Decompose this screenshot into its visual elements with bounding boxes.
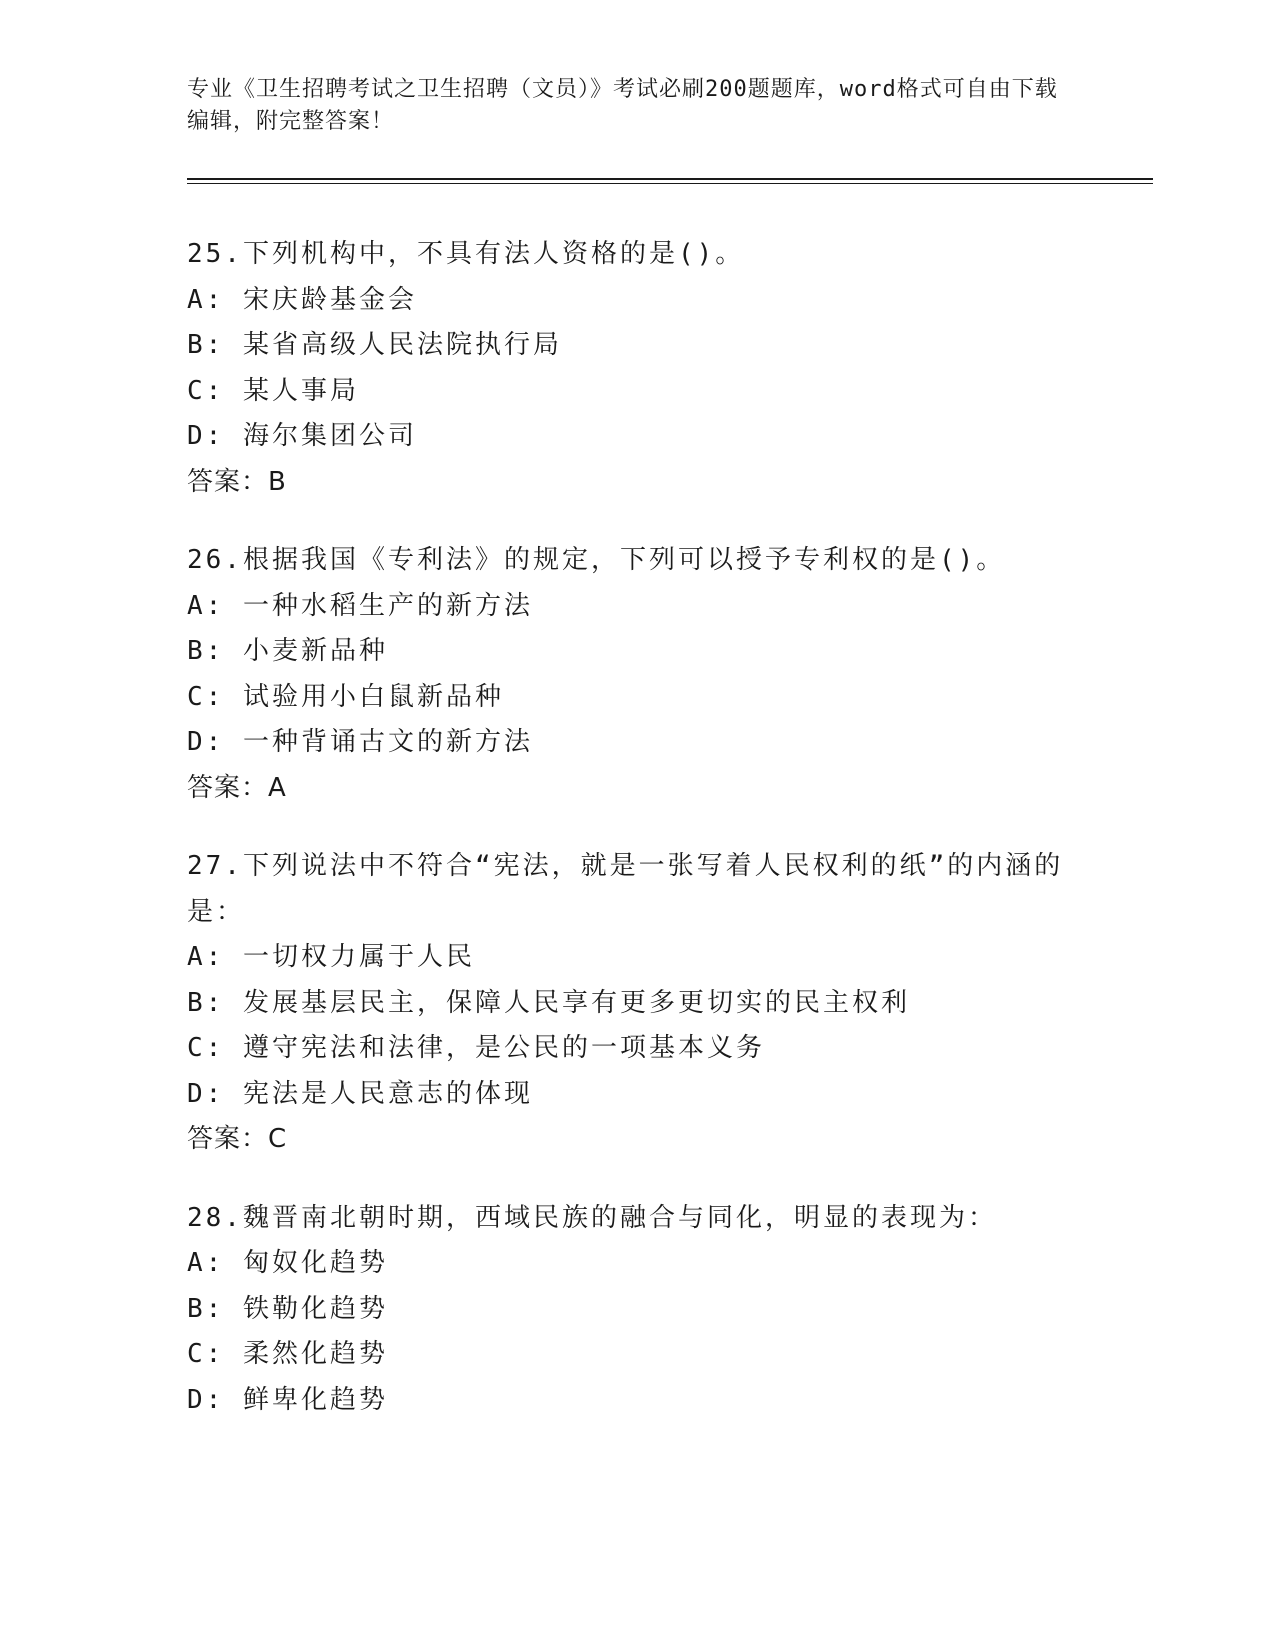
question-27 <box>187 844 1087 1163</box>
option-a: A: 一切权力属于人民 <box>187 942 475 972</box>
option-b: B: 发展基层民主，保障人民享有更多更切实的民主权利 <box>187 987 910 1018</box>
option-d: D: 鲜卑化趋势 <box>187 1384 388 1415</box>
option-b: B: 铁勒化趋势 <box>187 1293 388 1324</box>
answer: 答案：B <box>187 466 287 497</box>
question-list <box>187 232 1087 1456</box>
answer: 答案：C <box>187 1124 288 1154</box>
option-c: C: 试验用小白鼠新品种 <box>187 681 504 712</box>
question-28 <box>187 1196 1087 1424</box>
question-stem: 26.根据我国《专利法》的规定，下列可以授予专利权的是()。 <box>187 545 1006 575</box>
question-stem: 28.魏晋南北朝时期，西域民族的融合与同化，明显的表现为： <box>187 1202 997 1233</box>
document-header: 专业《卫生招聘考试之卫生招聘（文员）》考试必刷200题题库，word格式可自由下载编辑，附完整答案！ <box>187 77 1058 134</box>
option-c: C: 某人事局 <box>187 375 359 406</box>
option-c: C: 柔然化趋势 <box>187 1339 388 1369</box>
option-d: D: 海尔集团公司 <box>187 421 417 451</box>
option-d: D: 宪法是人民意志的体现 <box>187 1078 533 1109</box>
question-stem: 27.下列说法中不符合“宪法，就是一张写着人民权利的纸”的内涵的是： <box>187 851 1064 927</box>
header-rule-thick <box>187 178 1153 180</box>
header-rule-thin <box>187 183 1153 184</box>
question-25 <box>187 232 1087 505</box>
question-26 <box>187 538 1087 811</box>
option-a: A: 匈奴化趋势 <box>187 1248 388 1278</box>
option-d: D: 一种背诵古文的新方法 <box>187 727 533 757</box>
option-b: B: 某省高级人民法院执行局 <box>187 330 562 360</box>
option-b: B: 小麦新品种 <box>187 636 388 666</box>
answer: 答案：A <box>187 772 287 803</box>
option-a: A: 宋庆龄基金会 <box>187 284 417 315</box>
option-a: A: 一种水稻生产的新方法 <box>187 590 533 621</box>
option-c: C: 遵守宪法和法律，是公民的一项基本义务 <box>187 1033 765 1063</box>
question-stem: 25.下列机构中，不具有法人资格的是()。 <box>187 239 745 269</box>
